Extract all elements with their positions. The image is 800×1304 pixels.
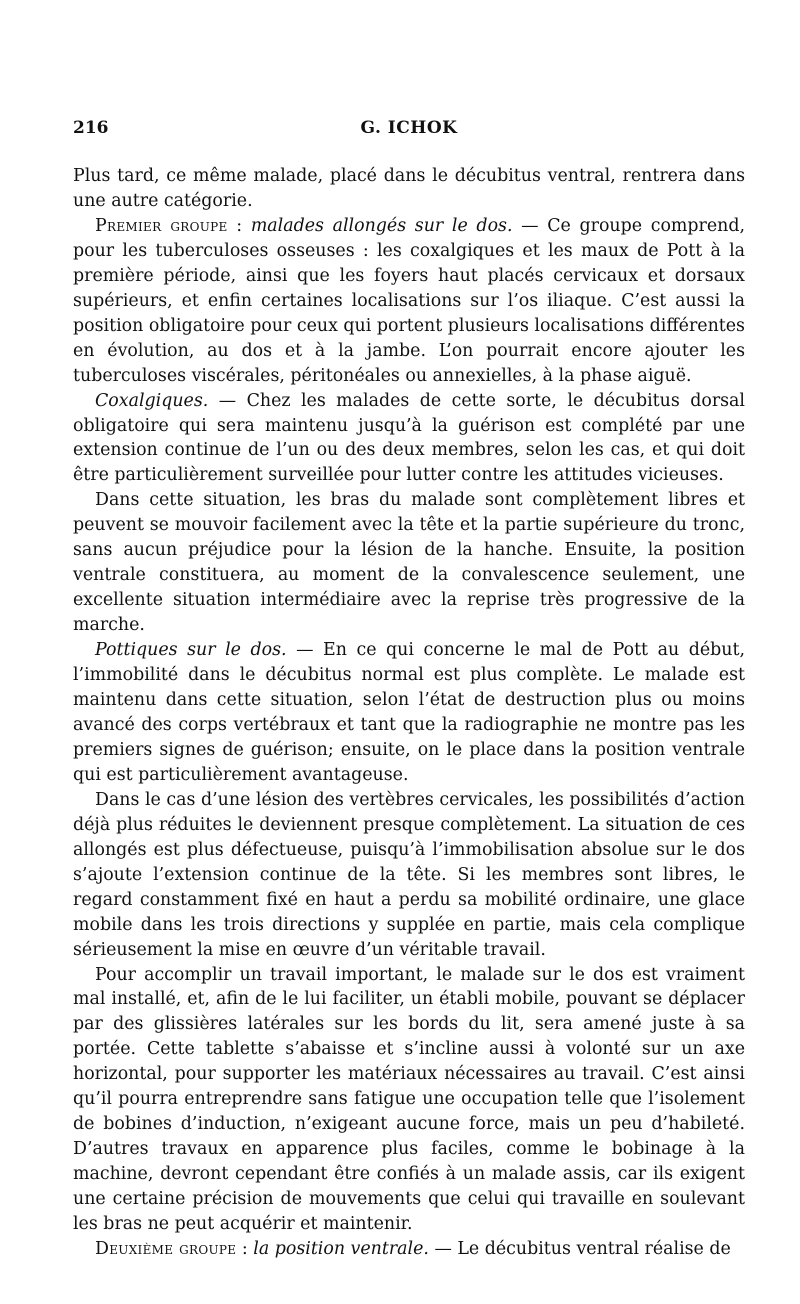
section-lead: Premier groupe [95, 215, 228, 236]
running-head: G. ICHOK [360, 118, 458, 138]
paragraph-deuxieme-groupe [73, 1237, 745, 1262]
paragraph-text: — Chez les malades de cette sorte, le décubitus dorsal obligatoire qui sera maintenu jusqu’à la guérison est complété par une extension continue de l’un ou des deux membres, selon les cas, et qui doit être particulièrement surveillée pour lutter contre les attitudes vicieuses. [73, 390, 745, 486]
paragraph-text: — En ce qui concerne le mal de Pott au début, l’immobilité dans le décubitus normal est plus complète. Le malade est maintenu dans cette situation, selon l’état de destruction plus ou moins avancé des corps vertébraux et tant que la radiographie ne montre pas les premiers signes de guérison; ensuite, on le place dans la position ventrale qui est particulièrement avantageuse. [73, 640, 745, 785]
section-title: la position ventrale. [253, 1238, 429, 1259]
page-number: 216 [73, 118, 109, 138]
paragraph-premier-groupe [73, 214, 745, 389]
section-lead: Deuxième groupe [95, 1238, 237, 1259]
paragraph-text: Dans le cas d’une lésion des vertèbres cervicales, les possibilités d’action déjà plus réduites le deviennent presque complètement. La situation de ces allongés est plus défectueuse, puisqu’à l’immobilisation absolue sur le dos s’ajoute l’extension continue de la tête. Si les membres sont libres, le regard constamment fixé en haut a perdu sa mobilité ordinaire, une glace mobile dans les trois directions y supplée en partie, mais cela complique sérieusement la mise en œuvre d’un véritable travail. [73, 789, 745, 960]
paragraph [73, 788, 745, 963]
subsection-title: Coxalgiques. [95, 390, 209, 411]
paragraph-text: Dans cette situation, les bras du malade sont complètement libres et peuvent se mouvoir facilement avec la tête et la partie supérieure du tronc, sans aucun préjudice pour la lésion de la hanche. Ensuite, la position ventrale constituera, au moment de la convalescence seulement, une excellente situation intermédiaire avec la reprise très progressive de la marche. [73, 490, 745, 636]
paragraph [73, 963, 745, 1237]
page-header [73, 118, 745, 144]
separator: : [227, 215, 251, 236]
paragraph-text: Pour accomplir un travail important, le malade sur le dos est vraiment mal installé, et, afin de le lui faciliter, un établi mobile, pouvant se déplacer par des glissières latérales sur les bords du lit, sera amené juste à sa portée. Cette tablette s’abaisse et s’incline aussi à volonté sur un axe horizontal, pour supporter les matériaux nécessaires au travail. C’est ainsi qu’il pourra entreprendre sans fatigue une occupation telle que l’isolement de bobines d’induction, n’exigeant aucune force, mais un peu d’habileté. D’autres travaux en apparence plus faciles, comme le bobinage à la machine, devront cependant être confiés à un malade assis, car ils exigent une certaine précision de mouvements que celui qui travaille en soulevant les bras ne peut acquérir et maintenir. [73, 964, 745, 1235]
paragraph-text: — Ce groupe comprend, pour les tuberculoses osseuses : les coxalgiques et les maux de Pott à la première période, ainsi que les foyers haut placés cervicaux et dorsaux supérieurs, et enfin certaines localisations sur l’os iliaque. C’est aussi la position obligatoire pour ceux qui portent plusieurs localisations différentes en évolution, au dos et à la jambe. L’on pourrait encore ajouter les tuberculoses viscérales, péritonéales ou annexielles, à la phase aiguë. [73, 215, 746, 386]
paragraph-coxalgiques [73, 389, 745, 489]
paragraph-continuation [73, 164, 745, 214]
paragraph [73, 488, 745, 638]
separator: : [236, 1238, 254, 1259]
paragraph-text: — Le décubitus ventral réalise de [428, 1238, 731, 1259]
paragraph-pottiques [73, 638, 745, 788]
section-title: malades allongés sur le dos. [250, 215, 513, 236]
subsection-title: Pottiques sur le dos. [95, 640, 287, 661]
body-text [73, 164, 745, 1262]
paragraph-text: Plus tard, ce même malade, placé dans le décubitus ventral, rentrera dans une autre catégorie. [73, 166, 745, 211]
